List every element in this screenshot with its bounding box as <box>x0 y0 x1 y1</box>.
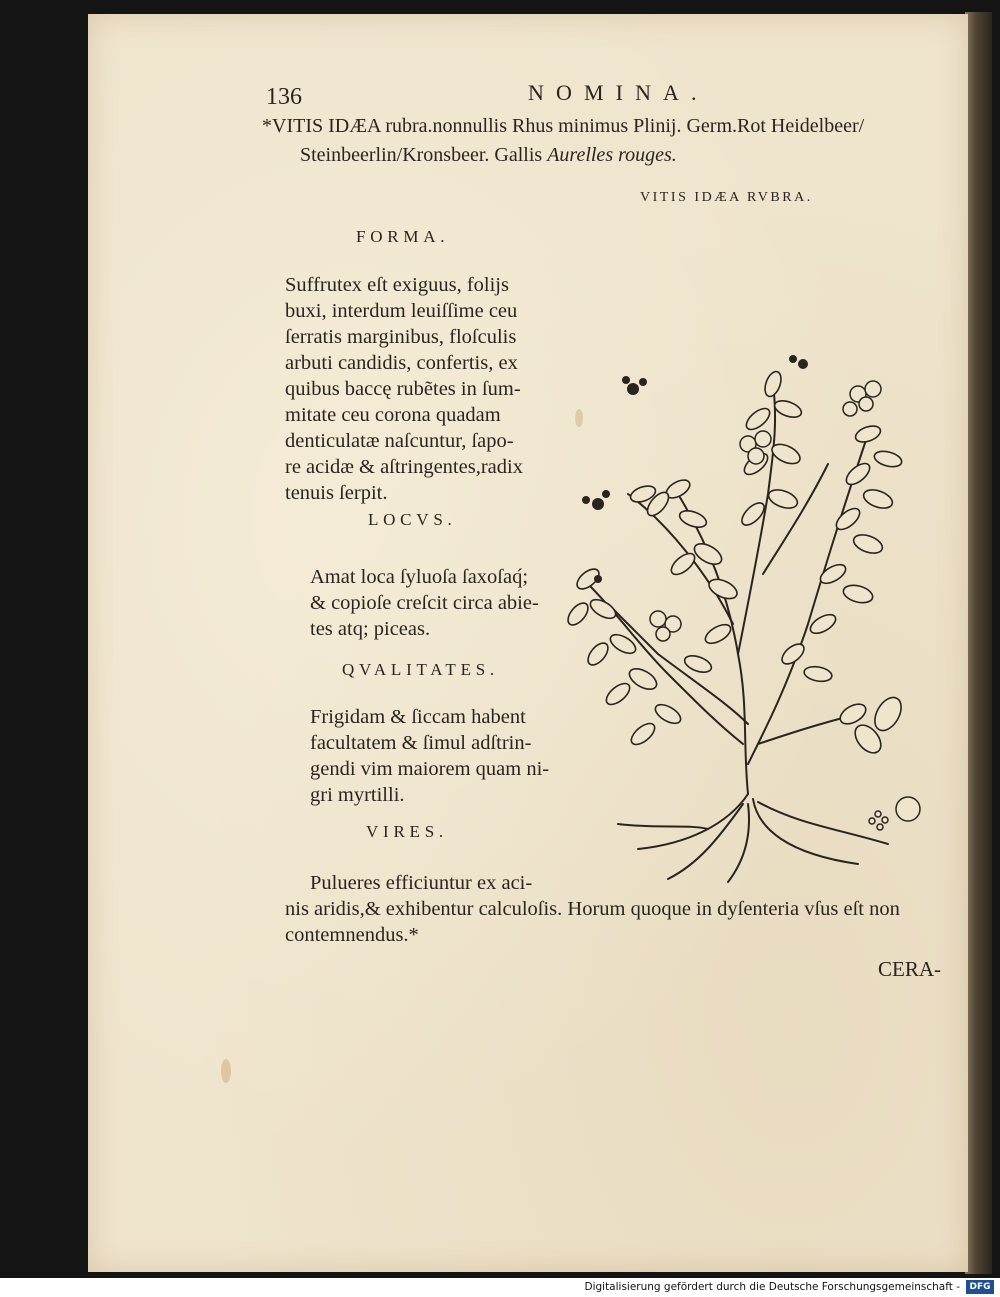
section-heading-forma: FORMA. <box>356 227 450 246</box>
page-edge <box>965 12 992 1274</box>
section-heading-qualitates: QVALITATES. <box>342 660 499 679</box>
plant-woodcut-illustration <box>558 324 938 884</box>
paper-stain <box>221 1059 231 1083</box>
text-line: Amat loca ſyluoſa ſaxoſaq́; <box>310 566 529 588</box>
names-gallis: Gallis <box>494 144 543 166</box>
text-line: facultatem & ſimul adſtrin- <box>310 732 532 754</box>
text-line: Suffrutex eſt exiguus, folijs <box>285 274 509 296</box>
running-head: NOMINA. <box>528 80 709 105</box>
dfg-logo: DFG <box>966 1280 994 1294</box>
section-body-qualitates <box>310 704 549 808</box>
section-body-locus <box>310 564 539 642</box>
page-number: 136 <box>266 84 302 110</box>
text-line: mitate ceu corona quadam <box>285 404 501 426</box>
names-french: Aurelles rouges. <box>547 144 677 166</box>
section-body-forma <box>285 272 523 506</box>
text-line: gri myrtilli. <box>310 784 405 806</box>
text-line: ſerratis marginibus, floſculis <box>285 326 517 348</box>
figure-caption: VITIS IDÆA RVBRA. <box>640 190 813 205</box>
text-line: Pulueres efficiuntur ex aci- <box>310 872 533 894</box>
digitization-footer <box>0 1278 1000 1297</box>
section-heading-locus: LOCVS. <box>368 510 457 529</box>
names-line-2 <box>300 144 677 167</box>
text-line: gendi vim maiorem quam ni- <box>310 758 550 780</box>
text-line: & copioſe creſcit circa abie- <box>310 592 539 614</box>
names-line-1: *VITIS IDÆA rubra.nonnullis Rhus minimus Plinij. Germ.Rot Heidelbeer/ <box>262 115 865 137</box>
section-heading-vires: VIRES. <box>366 822 448 841</box>
text-line: denticulatæ naſcuntur, ſapo- <box>285 430 514 452</box>
text-line: nis aridis,& exhibentur calculoſis. Horum quoque in dyſenteria vſus eſt non <box>285 898 900 920</box>
text-line: buxi, interdum leuiſſime ceu <box>285 300 518 322</box>
footer-text: Digitalisierung gefördert durch die Deutsche Forschungsgemeinschaft - <box>584 1281 960 1293</box>
text-line: contemnendus.* <box>285 924 419 946</box>
text-line: Frigidam & ſiccam habent <box>310 706 526 728</box>
text-line: re acidæ & aſtringentes,radix <box>285 456 523 478</box>
text-line: tenuis ſerpit. <box>285 482 388 504</box>
book-page <box>88 14 968 1272</box>
text-line: quibus baccę rubẽtes in ſum- <box>285 378 521 400</box>
catchword: CERA- <box>878 957 941 981</box>
text-line: tes atq; piceas. <box>310 618 431 640</box>
names-german: Steinbeerlin/Kronsbeer. <box>300 144 490 166</box>
text-line: arbuti candidis, confertis, ex <box>285 352 518 374</box>
